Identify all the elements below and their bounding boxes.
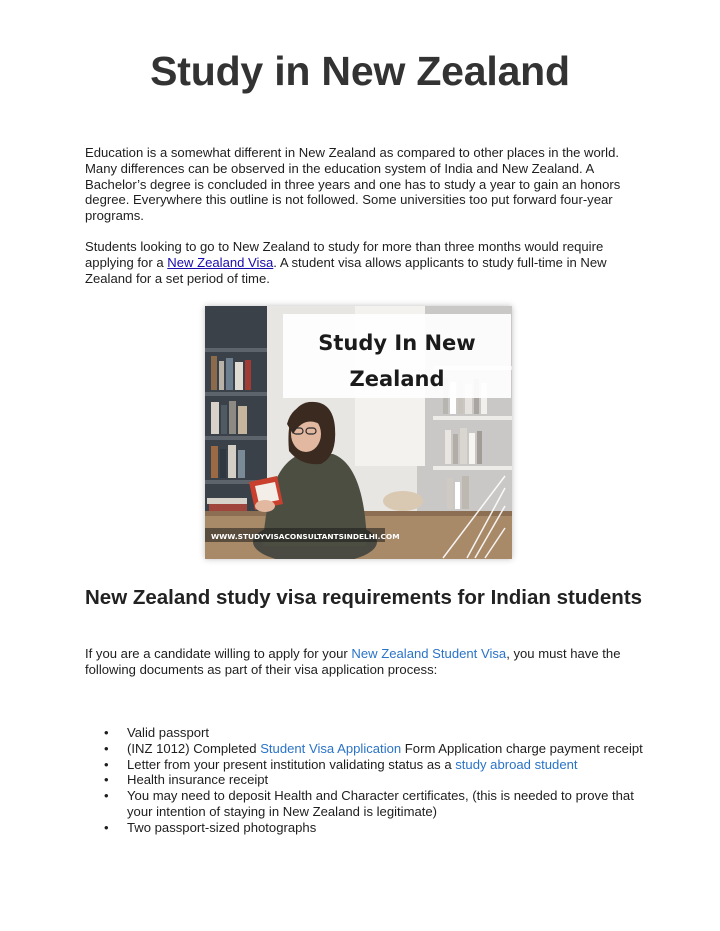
new-zealand-student-visa-link[interactable]: New Zealand Student Visa (351, 646, 507, 661)
requirement-text-before: Letter from your present institution validating status as a (127, 756, 456, 772)
bullet-icon: • (104, 772, 109, 788)
list-item (85, 788, 645, 820)
intro-paragraph-1: Education is a somewhat different in New Zealand as compared to other places in the world. Many differences can be observed in the education system of India and New Zealand. A Bachelor’s degree is concluded in three years and one has to study a year to gain an honors degree. Everywhere this outline is not followed. Some universities too put forward four-year programs. (85, 145, 621, 224)
hero-heading-line-1: Study In New (318, 331, 476, 355)
requirement-text: You may need to deposit Health and Character certificates, (this is needed to prove that your intention of staying in New Zealand is legitimate) (127, 788, 634, 819)
intro-p2-text-before: Students looking to go to New Zealand to study for more than three months would require applying for a (85, 239, 604, 270)
list-item (85, 741, 645, 757)
section-heading: New Zealand study visa requirements for Indian students (85, 586, 643, 609)
study-abroad-student-link[interactable]: study abroad student (455, 756, 578, 772)
list-item (85, 820, 645, 836)
bullet-icon: • (104, 756, 109, 772)
bullet-icon: • (104, 740, 109, 756)
student-visa-application-link[interactable]: Student Visa Application (260, 740, 402, 756)
requirement-text: Health insurance receipt (127, 772, 269, 788)
list-item (85, 772, 645, 788)
hero-heading-line-2: Zealand (349, 367, 445, 391)
bullet-icon: • (104, 725, 109, 740)
requirements-list (85, 725, 645, 836)
list-item (85, 725, 645, 741)
section-intro-after: , you must have the following documents as part of their visa application process: (85, 646, 621, 677)
hero-watermark: WWW.STUDYVISACONSULTANTSINDELHI.COM (211, 532, 400, 541)
section-intro-before: If you are a candidate willing to apply for your (85, 646, 352, 661)
requirement-text: Valid passport (127, 725, 210, 740)
study-in-new-zealand-image (205, 306, 512, 559)
list-item (85, 757, 645, 773)
page-title: Study in New Zealand (150, 48, 570, 94)
intro-paragraph-2 (85, 239, 633, 286)
requirement-text-after: Form Application charge payment receipt (401, 740, 643, 756)
section-intro (85, 646, 633, 678)
requirement-text: Two passport-sized photographs (127, 819, 317, 835)
bullet-icon: • (104, 788, 109, 804)
requirement-text-before: (INZ 1012) Completed (127, 740, 261, 756)
bullet-icon: • (104, 819, 109, 835)
intro-p2-text-after: . A student visa allows applicants to study full-time in New Zealand for a set period of time. (85, 254, 607, 286)
new-zealand-visa-link[interactable]: New Zealand Visa (167, 254, 274, 270)
